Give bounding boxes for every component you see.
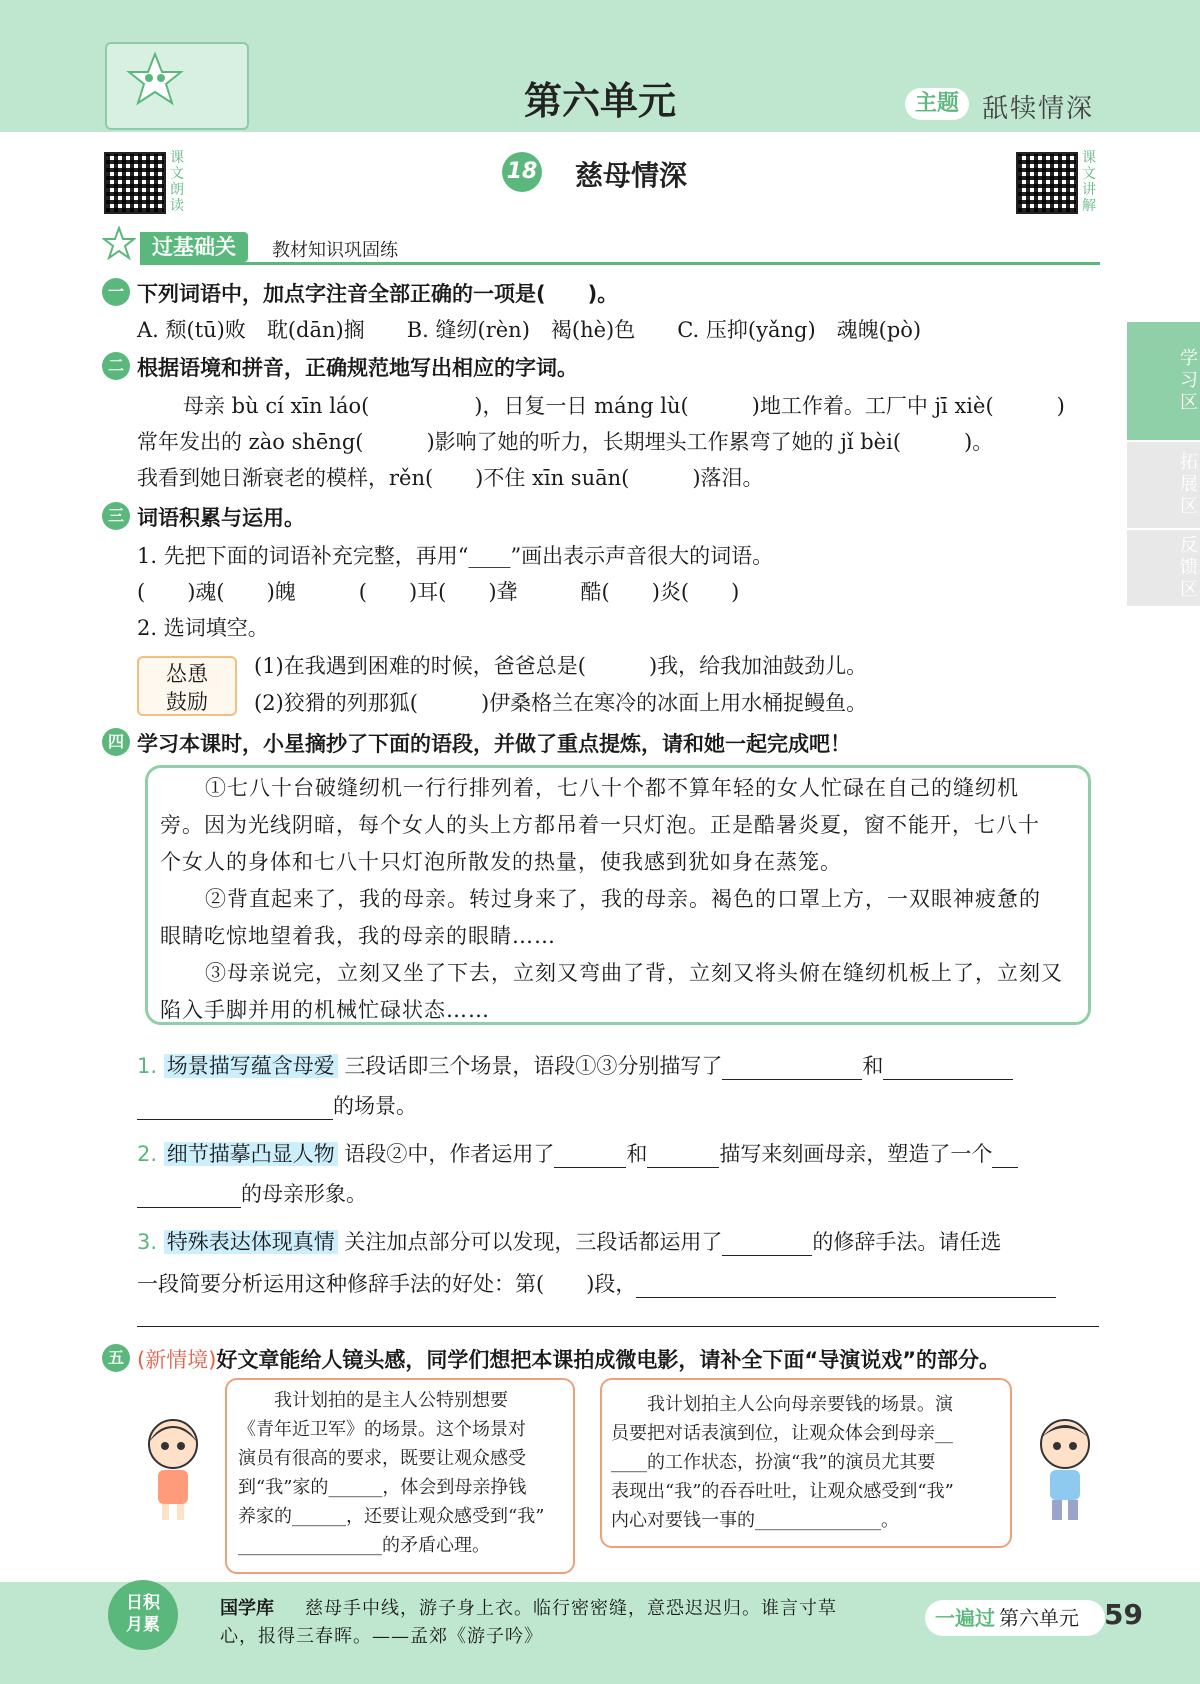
q5-number: 五: [102, 1344, 130, 1372]
q4-item3-blank1[interactable]: [722, 1233, 812, 1256]
q2-line2: 常年发出的 zào shēng( )影响了她的听力，长期埋头工作累弯了她的 jǐ bèi( )。: [137, 430, 994, 454]
section-label: 过基础关: [140, 232, 248, 262]
q3-sub2: 2. 选词填空。: [137, 616, 269, 640]
word-choice-2: 鼓励: [166, 690, 208, 714]
passage-line-4: ②背直起来了，我的母亲。转过身来了，我的母亲。褐色的口罩上方，一双眼神疲惫的: [205, 887, 1041, 911]
q4-item2-tag: 细节描摹凸显人物: [164, 1142, 338, 1166]
q4-item1-blank2[interactable]: [883, 1057, 1013, 1080]
bubble-left-line-1: 我计划拍的是主人公特别想要: [238, 1390, 508, 1411]
footer-brand: 一遍过: [935, 1606, 995, 1630]
q3-fill2: (2)狡猾的列那狐( )伊桑格兰在寒冷的冰面上用水桶捉鳗鱼。: [254, 691, 868, 715]
q4-item2-blank3[interactable]: [992, 1145, 1018, 1168]
q4-item1-text-c: 的场景。: [333, 1094, 417, 1118]
q3-fill1: (1)在我遇到困难的时候，爸爸总是( )我，给我加油鼓劲儿。: [254, 654, 868, 678]
bubble-right-line-3: ____的工作状态，扮演“我”的演员尤其要: [611, 1452, 936, 1473]
q4-prompt: 学习本课时，小星摘抄了下面的语段，并做了重点提炼，请和她一起完成吧！: [137, 732, 851, 756]
bubble-left-line-2: 《青年近卫军》的场景。这个场景对: [238, 1419, 526, 1440]
q4-item3-tag: 特殊表达体现真情: [164, 1230, 338, 1254]
daily-badge-line-2: 月累: [126, 1615, 160, 1635]
q3-prompt: 词语积累与运用。: [137, 506, 305, 530]
unit-title: 第六单元: [523, 78, 676, 123]
q5-tag: (新情境): [137, 1348, 217, 1372]
q4-item2-text-a: 语段②中，作者运用了: [344, 1142, 555, 1166]
bubble-right-line-5: 内心对要钱一事的______________。: [611, 1510, 899, 1531]
word-choice-box: [137, 656, 237, 716]
q4-item1-text-b: 和: [862, 1054, 884, 1078]
q4-item2-blank1[interactable]: [554, 1145, 626, 1168]
q4-item3-blank2[interactable]: [636, 1275, 1056, 1298]
q5-prompt: 好文章能给人镜头感，同学们想把本课拍成微电影，请补全下面“导演说戏”的部分。: [216, 1348, 1000, 1372]
q1-number: 一: [102, 278, 130, 306]
q4-item1-blank3[interactable]: [137, 1097, 333, 1120]
guoxue-label: 国学库: [220, 1598, 274, 1619]
q4-item2-row2: [137, 1178, 367, 1208]
bubble-left-line-5: 养家的______，还要让观众感受到“我”: [238, 1506, 545, 1527]
q4-item3-answer-line[interactable]: [137, 1326, 1099, 1327]
q2-prompt: 根据语境和拼音，正确规范地写出相应的字词。: [137, 356, 578, 380]
side-tab-extend[interactable]: 拓展区: [1127, 442, 1200, 528]
q4-item1-number: 1.: [137, 1054, 158, 1078]
bubble-right-line-4: 表现出“我”的吞吞吐吐，让观众感受到“我”: [611, 1481, 954, 1502]
q4-item1-row1: [137, 1050, 1013, 1080]
word-choice-1: 怂恿: [166, 662, 208, 686]
theme-label: 主题: [905, 88, 969, 120]
q1-prompt: 下列词语中，加点字注音全部正确的一项是( )。: [137, 282, 619, 306]
bubble-left-line-6: ________________的矛盾心理。: [238, 1535, 490, 1556]
footer-unit: 第六单元: [999, 1606, 1079, 1630]
q4-item1-text-a: 三段话即三个场景，语段①③分别描写了: [344, 1054, 723, 1078]
q2-line1: 母亲 bù cí xīn láo( )，日复一日 máng lù( )地工作着。工厂中 jī xiè( ): [183, 394, 1065, 418]
q4-item1-tag: 场景描写蕴含母爱: [164, 1054, 338, 1078]
q4-item1-row2: [137, 1090, 417, 1120]
passage-line-6: ③母亲说完，立刻又坐了下去，立刻又弯曲了背，立刻又将头俯在缝纫机板上了，立刻又: [205, 961, 1063, 985]
section-subtitle: 教材知识巩固练: [272, 240, 398, 261]
q4-item3-row1: [137, 1226, 1001, 1256]
qr-right-label: 课文讲解: [1082, 150, 1096, 214]
section-divider: [140, 262, 1100, 265]
lesson-title: 慈母情深: [575, 159, 688, 192]
guoxue-line-1: 慈母手中线，游子身上衣。临行密密缝，意恐迟迟归。谁言寸草: [305, 1598, 837, 1619]
q4-item2-text-c: 描写来刻画母亲，塑造了一个: [719, 1142, 993, 1166]
theme-text: 舐犊情深: [982, 94, 1095, 124]
qr-code-reading-icon[interactable]: [104, 152, 166, 214]
q4-item3-number: 3.: [137, 1230, 158, 1254]
q4-item1-blank1[interactable]: [722, 1057, 862, 1080]
q4-item2-text-d: 的母亲形象。: [241, 1182, 367, 1206]
q4-item3-text-a: 关注加点部分可以发现，三段话都运用了: [344, 1230, 723, 1254]
daily-badge-line-1: 日积: [126, 1593, 160, 1613]
guoxue-line-2: 心，报得三春晖。——孟郊《游子吟》: [220, 1626, 543, 1647]
footer-brand-pill: [925, 1600, 1105, 1636]
q4-item2-number: 2.: [137, 1142, 158, 1166]
q3-sub1: 1. 先把下面的词语补充完整，再用“____”画出表示声音很大的词语。: [137, 544, 774, 568]
q4-item3-text-c: 一段简要分析运用这种修辞手法的好处：第( )段，: [137, 1272, 637, 1296]
q4-item3-text-b: 的修辞手法。请任选: [812, 1230, 1002, 1254]
q2-number: 二: [102, 352, 130, 380]
qr-code-explain-icon[interactable]: [1016, 152, 1078, 214]
q4-item2-text-b: 和: [626, 1142, 648, 1166]
mascot-icon: [102, 226, 136, 264]
passage-line-5: 眼睛吃惊地望着我，我的母亲的眼睛……: [160, 924, 556, 948]
boy-illustration-icon: [1030, 1412, 1100, 1522]
q4-item2-blank2[interactable]: [647, 1145, 719, 1168]
daily-badge: [108, 1580, 178, 1650]
passage-line-2: 旁。因为光线阴暗，每个女人的头上方都吊着一只灯泡。正是酷暑炎夏，窗不能开，七八十: [160, 813, 1040, 837]
page-number: 59: [1104, 1598, 1143, 1631]
q3-number: 三: [102, 502, 130, 530]
q4-item2-row1: [137, 1138, 1018, 1168]
passage-line-7: 陷入手脚并用的机械忙碌状态……: [160, 998, 490, 1022]
q2-line3: 我看到她日渐衰老的模样，rěn( )不住 xīn suān( )落泪。: [137, 466, 764, 490]
lesson-number: 18: [502, 152, 542, 192]
q5-row: [137, 1344, 1000, 1374]
q4-item3-row2: [137, 1268, 1056, 1298]
qr-left-label: 课文朗读: [170, 150, 184, 214]
bubble-right-line-1: 我计划拍主人公向母亲要钱的场景。演: [611, 1394, 953, 1415]
side-tab-feedback[interactable]: 反馈区: [1127, 530, 1200, 606]
passage-line-3: 个女人的身体和七八十只灯泡所散发的热量，使我感到犹如身在蒸笼。: [160, 850, 842, 874]
bubble-left-line-3: 演员有很高的要求，既要让观众感受: [238, 1448, 526, 1469]
bubble-right-line-2: 员要把对话表演到位，让观众体会到母亲__: [611, 1423, 953, 1444]
q4-item2-blank4[interactable]: [137, 1185, 241, 1208]
girl-illustration-icon: [138, 1412, 208, 1522]
side-tab-study[interactable]: 学习区: [1127, 322, 1200, 440]
q3-words: ( )魂( )魄 ( )耳( )聋 酷( )炎( ): [137, 580, 740, 604]
passage-line-1: ①七八十台破缝纫机一行行排列着，七八十个都不算年轻的女人忙碌在自己的缝纫机: [205, 776, 1019, 800]
q4-number: 四: [102, 728, 130, 756]
bubble-left-line-4: 到“我”家的______，体会到母亲挣钱: [238, 1477, 527, 1498]
q1-options: A. 颓(tū)败 耽(dān)搁 B. 缝纫(rèn) 褐(hè)色 C. 压抑(yǎng) 魂魄(pò): [137, 318, 922, 342]
